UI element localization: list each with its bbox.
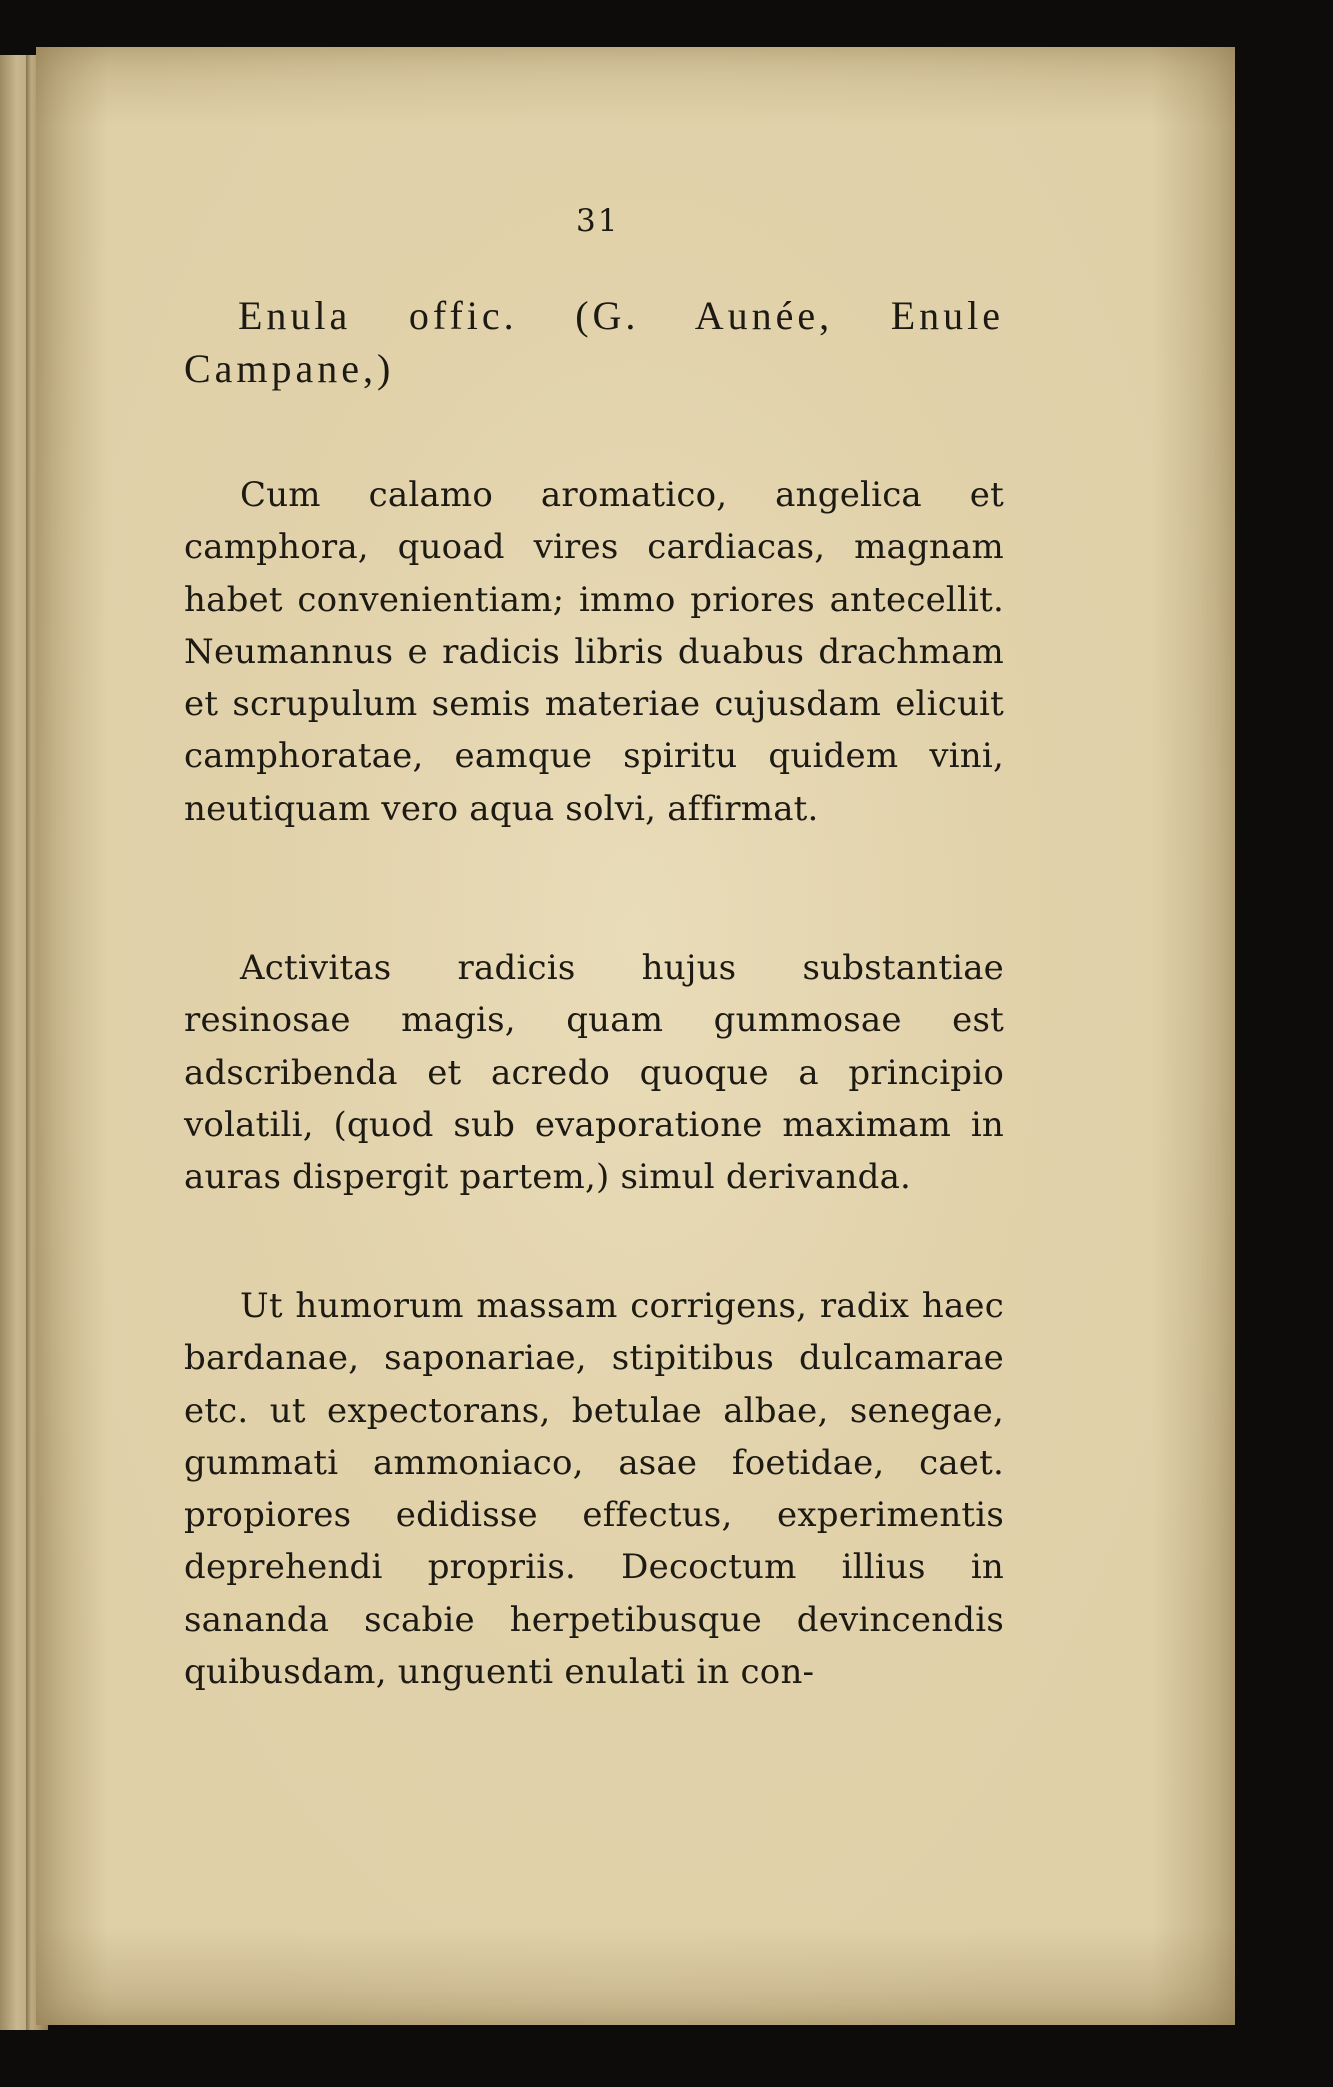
page-number: 31: [576, 203, 620, 239]
paragraph-1: Cum calamo aromatico, angelica et camphora, quoad vires cardiacas, magnam habet convenientiam; immo priores antecellit. Neumannus e radicis libris duabus drachmam et scrupulum semis materiae cujusdam elicuit camphoratae, eamque spiritu quidem vini, neutiquam vero aqua solvi, affirmat.: [184, 475, 1004, 829]
entry-heading: Enula offic. (G. Aunée, Enule Campane,): [184, 293, 1004, 391]
book-page: [36, 47, 1235, 2025]
paragraph-2: Activitas radicis hujus substantiae resinosae magis, quam gummosae est adscribenda et acredo quoque a principio volatili, (quod sub evaporatione maximam in auras dispergit partem,) simul derivanda.: [184, 948, 1004, 1198]
paragraph-3: Ut humorum massam corrigens, radix haec bardanae, saponariae, stipitibus dulcamarae etc. ut expectorans, betulae albae, senegae, gummati ammoniaco, asae foetidae, caet. propiores edidisse effectus, experimentis deprehendi propriis. Decoctum illius in sananda scabie herpetibusque devincendis quibusdam, unguenti enulati in con-: [184, 1286, 1004, 1693]
binding-crease: [26, 55, 31, 2030]
